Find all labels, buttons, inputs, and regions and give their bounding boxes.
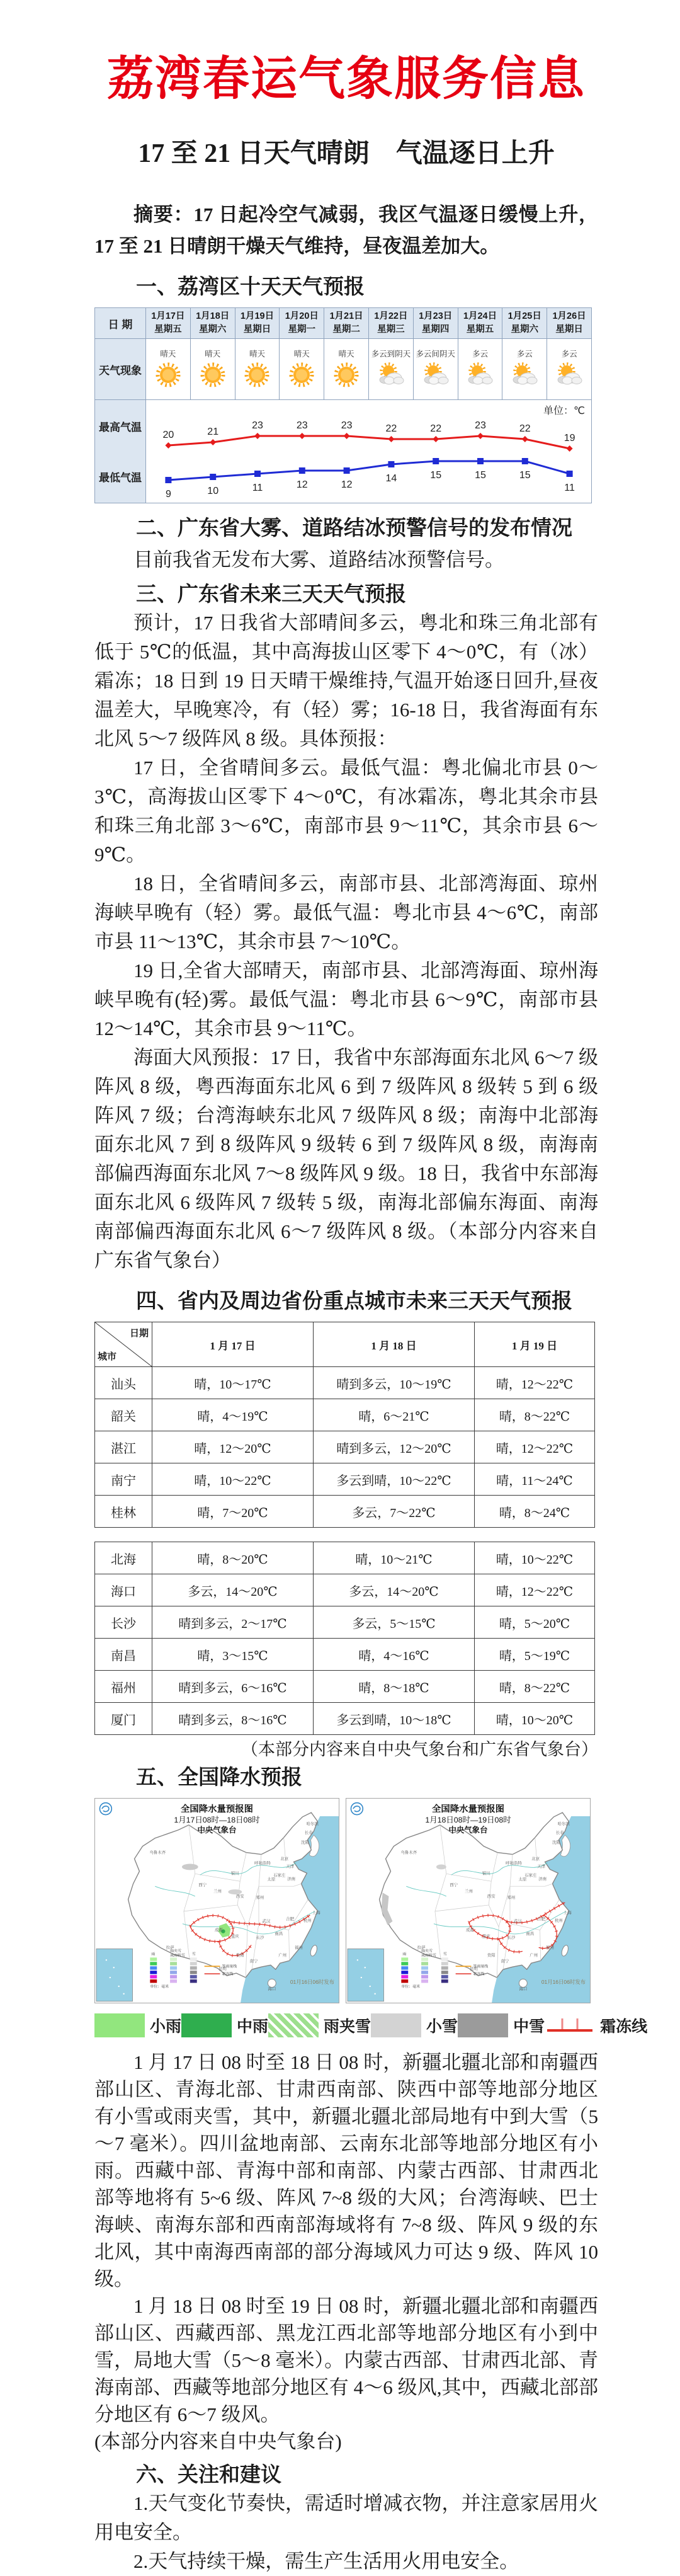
forecast-cell: 晴，8～22℃ [475,1671,595,1703]
sun-cloud-icon [554,360,584,389]
svg-text:沈阳: 沈阳 [300,1840,309,1845]
forecast-cell: 多云到晴，10～18℃ [314,1703,475,1735]
section3-paragraph-5: 海面大风预报：17 日，我省中东部海面东北风 6～7 级阵风 8 级，粤西海面东北风 6 到 7 级阵风 8 级转 5 到 6 级阵风 7 级；台湾海峡东北风 7 级阵风 8 级；南海中北部海面东北风 7 到 8 级阵风 9 级转 6 到 7 级阵风 8 级，南海南部偏西海面东北风 7～8 级阵风 9 级。18 日，我省中东部海面东北风 6 级阵风 7 级转 5 级，南海北部偏东海面、南海南部偏西海面东北风 6～7 级阵风 8 级。（本部分内容来自广东省气象台） [94,1046,598,1271]
svg-text:长春: 长春 [555,1830,564,1835]
temperature-line-chart [146,400,591,503]
svg-text:哈尔滨: 哈尔滨 [557,1821,570,1826]
svg-text:哈尔滨: 哈尔滨 [306,1821,319,1826]
sun-icon [198,360,227,389]
row-label-low-temp: 最低气温 [99,472,142,484]
svg-text:银川: 银川 [482,1871,490,1876]
high-temp-marker [210,439,216,445]
weather-cell-5 [324,339,369,400]
forecast-cell: 晴到多云，2～17℃ [152,1606,314,1639]
high-temp-value: 22 [430,423,442,434]
svg-text:霜冻线: 霜冻线 [473,1972,485,1977]
forecast-cell: 晴，10～20℃ [475,1703,595,1735]
svg-text:雪: 雪 [191,1952,196,1957]
condition-label: 晴天 [293,349,310,358]
section5-paragraph-1: 1 月 17 日 08 时至 18 日 08 时，新疆北疆北部和南疆西部山区、青海北部、甘肃西南部、陕西中部等地部分地区有小雪或雨夹雪，其中，新疆北疆北部局地有中到大雪（5～7 毫米）。四川盆地南部、云南东北部等地部分地区有小雨。西藏中部、青海中部和南部、内蒙古西部、甘肃西北部等地将有 5~6 级、阵风 7~8 级的大风；台湾海峡、巴士海峡、南海东部和西南部海域将有 7~8 级、阵风 9 级的东北风，其中南海西南部的部分海域风力可达 9 级、阵风 10 级。 [94,2051,598,2290]
forecast-cell: 晴，7～20℃ [152,1496,314,1528]
city-name: 南宁 [95,1463,152,1496]
city-forecast-table-part1 [94,1322,595,1528]
high-temp-value: 23 [252,420,263,431]
svg-text:全国降水量预报图: 全国降水量预报图 [181,1804,253,1815]
precipitation-map-1 [94,1798,339,2003]
day-header-2: 1月18日 星期六 [190,308,235,339]
col-header-day3: 1 月 19 日 [475,1322,595,1367]
svg-text:拉萨: 拉萨 [166,1945,174,1950]
table-segment-gap [94,1528,598,1542]
high-temp-line [168,436,569,449]
forecast-cell: 晴，10～21℃ [314,1542,475,1574]
svg-text:沈阳: 沈阳 [552,1840,560,1845]
low-temp-value: 11 [252,483,263,493]
sun-icon [287,360,316,389]
row-label-date: 日 期 [95,308,146,339]
low-temp-value: 12 [341,479,353,490]
svg-text:兰州: 兰州 [465,1889,473,1894]
condition-label: 多云间阴天 [416,349,455,358]
forecast-cell: 晴到多云，12～20℃ [314,1431,475,1463]
svg-text:西宁: 西宁 [450,1883,458,1888]
svg-text:南宁: 南宁 [249,1959,258,1964]
svg-text:广州: 广州 [278,1953,287,1958]
forecast-cell: 晴到多云，6～16℃ [152,1671,314,1703]
section3-paragraph-2: 17 日，全省晴间多云。最低气温：粤北偏北市县 0～3℃，高海拔山区零下 4～0℃，有冰霜冻，粤北其余市县和珠三角北部 3～6℃，南部市县 9～11℃，其余市县 6～9℃。 [94,757,598,866]
forecast-cell: 晴，8～24℃ [475,1496,595,1528]
low-temp-marker [344,467,350,474]
svg-text:北京: 北京 [531,1857,540,1862]
legend-item-4 [371,2013,458,2037]
low-temp-marker [567,471,573,477]
sun-cloud-icon [509,360,540,389]
low-temp-value: 15 [430,470,442,481]
color-swatch [181,2013,232,2037]
forecast-cell: 晴，8～20℃ [152,1542,314,1574]
section5-paragraph-2: 1 月 18 日 08 时至 19 日 08 时，新疆北疆北部和南疆西部山区、西藏西部、黑龙江西北部等地部分地区有小到中雪，局地大雪（5～8 毫米）。内蒙古西部、甘肃西北部、青海南部、西藏等地部分地区有 4～6 级风,其中，西藏北部部分地区有 6～7 级风。 [94,2295,598,2425]
svg-text:济南: 济南 [287,1877,296,1882]
day-header-9: 1月25日 星期六 [502,308,547,339]
forecast-cell: 多云到晴，10～22℃ [314,1463,475,1496]
svg-text:霜冻线: 霜冻线 [222,1972,234,1977]
svg-text:全国降水量预报图: 全国降水量预报图 [432,1804,504,1815]
day-header-5: 1月21日 星期二 [324,308,369,339]
svg-text:济南: 济南 [538,1877,547,1882]
city-name: 厦门 [95,1703,152,1735]
svg-text:贵阳: 贵阳 [487,1953,496,1958]
sun-cloud-icon [421,360,451,389]
svg-text:中央气象台: 中央气象台 [448,1825,488,1835]
svg-text:上海: 上海 [563,1910,572,1915]
low-temp-value: 12 [296,479,308,490]
svg-text:雨: 雨 [151,1952,156,1957]
low-temp-marker [210,474,216,480]
advice-item-2: 2.天气持续干燥，需生产生活用火用电安全。 [133,2550,519,2572]
svg-text:雪: 雪 [443,1952,447,1957]
svg-text:重庆: 重庆 [230,1934,239,1939]
svg-text:等雨量线: 等雨量线 [473,1965,489,1969]
section3-paragraph-1: 预计，17 日我省大部晴间多云，粤北和珠三角北部有低于 5℃的低温，其中高海拔山区零下 4～0℃，有（冰）霜冻；18 日到 19 日天晴干燥维持,气温开始逐日回升,昼夜温差大，早晚寒冷，有（轻）雾；16-18 日，我省海面有东北风 5～7 级阵风 8 级。具体预报： [94,612,598,750]
city-name: 南昌 [95,1639,152,1671]
day-header-7: 1月23日 星期四 [413,308,458,339]
forecast-cell: 晴到多云，10～19℃ [314,1367,475,1399]
temperature-chart-cell [146,400,592,503]
low-temp-marker [388,461,394,467]
high-temp-value: 22 [385,423,397,434]
section2-paragraph: 目前我省无发布大雾、道路结冰预警信号。 [133,549,504,571]
high-temp-marker [299,433,305,439]
high-temp-marker [433,436,439,442]
legend-label: 小雨 [150,2018,182,2035]
low-temp-marker [522,458,528,464]
section5-heading: 五、全国降水预报 [136,1765,302,1789]
city-name: 韶关 [95,1399,152,1431]
low-temp-line [168,461,569,480]
svg-text:石家庄: 石家庄 [273,1873,286,1878]
low-temp-marker [433,458,439,464]
weather-cell-10 [547,339,592,400]
condition-label: 晴天 [249,349,265,358]
color-swatch [371,2013,421,2037]
svg-text:合肥: 合肥 [537,1916,546,1921]
forecast-cell: 晴，12～22℃ [475,1367,595,1399]
color-swatch [458,2013,508,2037]
city-name: 福州 [95,1671,152,1703]
city-name: 湛江 [95,1431,152,1463]
precipitation-map-2 [346,1798,591,2003]
forecast-cell: 晴，3～15℃ [152,1639,314,1671]
unit-note: 单位：℃ [543,406,585,416]
forecast-cell: 晴，10～17℃ [152,1367,314,1399]
day-header-3: 1月19日 星期日 [235,308,280,339]
weather-cell-6 [368,339,413,400]
section6-items [94,2489,598,2576]
low-temp-marker [299,467,305,474]
svg-text:乌鲁木齐: 乌鲁木齐 [149,1850,166,1855]
svg-text:成都: 成都 [215,1928,223,1933]
svg-text:南昌: 南昌 [275,1932,283,1937]
city-row-北海 [95,1542,595,1574]
svg-text:或雨转雪: 或雨转雪 [421,1954,436,1958]
condition-label: 晴天 [160,349,176,358]
svg-text:太原: 太原 [267,1877,276,1882]
ten-day-temperature-row [95,400,592,503]
svg-text:重庆: 重庆 [482,1934,490,1939]
forecast-cell: 晴，12～22℃ [475,1574,595,1606]
svg-text:福州: 福州 [295,1945,303,1950]
forecast-cell: 晴，8～22℃ [475,1399,595,1431]
high-temp-marker [165,442,171,449]
city-row-湛江 [95,1431,595,1463]
low-temp-value: 15 [475,470,486,481]
forecast-cell: 多云，7～22℃ [314,1496,475,1528]
weather-cell-3 [235,339,280,400]
legend-item-6 [545,2013,647,2037]
svg-text:郑州: 郑州 [256,1896,264,1901]
high-temp-value: 23 [296,420,308,431]
precipitation-legend [94,2011,648,2040]
city-row-福州 [95,1671,595,1703]
color-swatch [94,2013,145,2037]
city-row-韶关 [95,1399,595,1431]
forecast-cell: 晴，12～20℃ [152,1431,314,1463]
legend-label: 中雨 [237,2018,269,2035]
condition-label: 多云 [516,349,533,358]
svg-text:石家庄: 石家庄 [524,1873,537,1878]
svg-text:杭州: 杭州 [303,1918,312,1923]
col-header-day1: 1 月 17 日 [152,1322,314,1367]
summary-paragraph: 摘要：17 日起冷空气减弱，我区气温逐日缓慢上升，17 至 21 日晴朗干燥天气维持，昼夜温差加大。 [94,203,598,257]
forecast-cell: 晴，8～18℃ [314,1671,475,1703]
svg-text:武汉: 武汉 [513,1919,522,1924]
high-temp-value: 21 [207,426,219,437]
sun-icon [154,360,183,389]
legend-item-1 [94,2013,181,2037]
forecast-cell: 多云，14～20℃ [314,1574,475,1606]
sun-cloud-icon [376,360,406,389]
day-header-4: 1月20日 星期一 [280,308,324,339]
city-row-长沙 [95,1606,595,1639]
condition-label: 多云 [561,349,577,358]
weather-cell-9 [502,339,547,400]
svg-text:福州: 福州 [546,1945,554,1950]
row-label-high-temp: 最高气温 [99,421,142,433]
city-row-桂林 [95,1496,595,1528]
corner-city-label: 城市 [98,1352,117,1362]
forecast-cell: 晴，11～24℃ [475,1463,595,1496]
high-temp-marker [567,445,573,452]
section6-heading: 六、关注和建议 [136,2463,281,2486]
section3-paragraphs [94,609,598,1275]
svg-text:天津: 天津 [286,1864,295,1869]
legend-item-3 [268,2013,371,2037]
forecast-cell: 多云，5～15℃ [314,1606,475,1639]
svg-text:或雨转雪: 或雨转雪 [170,1954,185,1958]
low-temp-marker [165,477,171,483]
condition-label: 晴天 [205,349,221,358]
svg-text:南宁: 南宁 [501,1959,509,1964]
city-table-header-row [95,1322,595,1367]
city-name: 北海 [95,1542,152,1574]
ten-day-weather-row [95,339,592,400]
low-temp-value: 9 [165,489,171,500]
main-title: 荔湾春运气象服务信息 [107,54,586,105]
condition-label: 多云 [472,349,488,358]
svg-text:银川: 银川 [230,1871,239,1876]
sleet-swatch [268,2013,319,2037]
day-header-6: 1月22日 星期三 [368,308,413,339]
city-forecast-table-part2 [94,1542,595,1735]
sun-icon [332,360,361,389]
svg-text:海口: 海口 [519,1986,528,1991]
high-temp-marker [344,433,350,439]
svg-text:雨夹雪: 雨夹雪 [170,1949,181,1954]
weather-cell-4 [280,339,324,400]
col-header-day2: 1 月 18 日 [314,1322,475,1367]
high-temp-marker [522,436,528,442]
svg-text:武汉: 武汉 [262,1919,271,1924]
day-header-1: 1月17日 星期五 [146,308,191,339]
svg-text:等雨量线: 等雨量线 [222,1965,237,1969]
svg-text:合肥: 合肥 [286,1916,295,1921]
svg-text:北京: 北京 [280,1857,289,1862]
temperature-chart-svg [146,400,592,500]
ten-day-forecast-table [94,307,592,503]
china-precipitation-map [95,1799,339,2003]
low-temp-marker [477,458,484,464]
svg-text:呼和浩特: 呼和浩特 [254,1861,271,1866]
svg-text:昆明: 昆明 [469,1967,478,1972]
city-row-汕头 [95,1367,595,1399]
svg-text:长沙: 长沙 [507,1935,516,1940]
city-row-南宁 [95,1463,595,1496]
advice-item-1: 1.天气变化节奏快，需适时增减衣物，并注意家居用火用电安全。 [94,2492,598,2543]
svg-text:西安: 西安 [235,1894,244,1899]
sub-title: 17 至 21 日天气晴朗 气温逐日上升 [138,139,555,168]
high-temp-marker [254,433,261,439]
svg-text:郑州: 郑州 [507,1896,516,1901]
forecast-cell: 晴，12～22℃ [475,1431,595,1463]
svg-text:单位：毫米: 单位：毫米 [150,1984,169,1989]
forecast-cell: 晴，4～16℃ [314,1639,475,1671]
city-name: 桂林 [95,1496,152,1528]
city-row-厦门 [95,1703,595,1735]
svg-text:广州: 广州 [530,1953,538,1958]
svg-text:1月18日08时—19日08时: 1月18日08时—19日08时 [425,1815,511,1824]
svg-text:中央气象台: 中央气象台 [197,1825,237,1835]
sun-cloud-icon [465,360,495,389]
svg-text:贵阳: 贵阳 [235,1953,244,1958]
svg-text:杭州: 杭州 [554,1918,563,1923]
section5-source-note: (本部分内容来自中央气象台) [94,2430,342,2453]
svg-text:01月16日06时发布: 01月16日06时发布 [541,1978,586,1985]
forecast-cell: 晴到多云，8～16℃ [152,1703,314,1735]
high-temp-marker [388,436,394,442]
forecast-cell: 晴，4～19℃ [152,1399,314,1431]
low-temp-value: 11 [564,483,575,493]
section3-heading: 三、广东省未来三天天气预报 [136,582,406,605]
svg-text:长沙: 长沙 [256,1935,264,1940]
high-temp-value: 22 [519,423,531,434]
corner-cell [95,1322,152,1367]
precipitation-maps [94,1798,598,2003]
high-temp-value: 20 [162,430,174,440]
ten-day-header-row [95,308,592,339]
svg-text:西安: 西安 [487,1894,496,1899]
forecast-cell: 晴，10～22℃ [475,1542,595,1574]
weather-cell-8 [458,339,502,400]
section5-paragraphs [94,2049,598,2428]
frost-line-icon [545,2013,595,2037]
section4-source-note: （本部分内容来自中央气象台和广东省气象台） [241,1740,598,1759]
section3-paragraph-4: 19 日,全省大部晴天，南部市县、北部湾海面、琼州海峡早晚有(轻)雾。最低气温：粤北市县 6～9℃，南部市县 12～14℃，其余市县 9～11℃。 [94,959,598,1039]
sun-icon [242,360,271,389]
svg-text:西宁: 西宁 [198,1883,207,1888]
forecast-cell: 晴，6～21℃ [314,1399,475,1431]
svg-text:南昌: 南昌 [526,1932,535,1937]
forecast-cell: 多云，14～20℃ [152,1574,314,1606]
section1-heading: 一、荔湾区十天天气预报 [136,275,365,298]
svg-text:长春: 长春 [304,1830,313,1835]
low-temp-marker [254,471,261,477]
condition-label: 多云到阴天 [371,349,411,358]
legend-label: 中雪 [513,2018,545,2035]
svg-text:乌鲁木齐: 乌鲁木齐 [400,1850,417,1855]
city-row-海口 [95,1574,595,1606]
legend-label: 雨夹雪 [324,2018,371,2035]
city-name: 海口 [95,1574,152,1606]
svg-text:单位：毫米: 单位：毫米 [401,1984,421,1989]
day-header-10: 1月26日 星期日 [547,308,592,339]
row-label-weather: 天气现象 [95,339,146,400]
weather-cell-7 [413,339,458,400]
svg-text:雨夹雪: 雨夹雪 [421,1949,433,1954]
legend-item-2 [181,2013,268,2037]
high-temp-value: 23 [341,420,353,431]
city-name: 汕头 [95,1367,152,1399]
low-temp-value: 15 [519,470,531,481]
section3-paragraph-3: 18 日，全省晴间多云，南部市县、北部湾海面、琼州海峡早晚有（轻）雾。最低气温：粤北市县 4～6℃，南部市县 11～13℃，其余市县 7～10℃。 [94,873,598,953]
corner-date-label: 日期 [129,1329,149,1339]
forecast-cell: 晴，5～19℃ [475,1639,595,1671]
high-temp-value: 23 [475,420,486,431]
condition-label: 晴天 [338,349,354,358]
city-name: 长沙 [95,1606,152,1639]
weather-cell-1 [146,339,191,400]
forecast-cell: 晴，10～22℃ [152,1463,314,1496]
svg-text:成都: 成都 [466,1928,474,1933]
high-temp-value: 19 [564,433,575,444]
svg-text:海口: 海口 [268,1986,276,1991]
legend-label: 小雪 [426,2018,458,2035]
section4-heading: 四、省内及周边省份重点城市未来三天天气预报 [136,1289,572,1312]
city-row-南昌 [95,1639,595,1671]
low-temp-value: 10 [207,486,219,496]
legend-item-5 [458,2013,545,2037]
day-header-8: 1月24日 星期五 [458,308,502,339]
row-label-temps [95,400,146,503]
svg-text:昆明: 昆明 [218,1967,227,1972]
svg-text:01月16日06时发布: 01月16日06时发布 [290,1978,335,1985]
forecast-cell: 晴，5～20℃ [475,1606,595,1639]
svg-text:兰州: 兰州 [213,1889,222,1894]
svg-text:呼和浩特: 呼和浩特 [506,1861,522,1866]
svg-text:雨: 雨 [402,1952,407,1957]
high-temp-marker [477,433,484,439]
low-temp-value: 14 [385,473,397,484]
legend-label: 霜冻线 [600,2018,648,2035]
svg-text:太原: 太原 [518,1877,527,1882]
svg-text:上海: 上海 [312,1910,320,1915]
svg-text:拉萨: 拉萨 [417,1945,426,1950]
china-precipitation-map [346,1799,590,2003]
section2-heading: 二、广东省大雾、道路结冰预警信号的发布情况 [136,516,572,539]
svg-text:1月17日08时—18日08时: 1月17日08时—18日08时 [174,1815,260,1824]
svg-text:天津: 天津 [537,1864,546,1869]
weather-cell-2 [190,339,235,400]
